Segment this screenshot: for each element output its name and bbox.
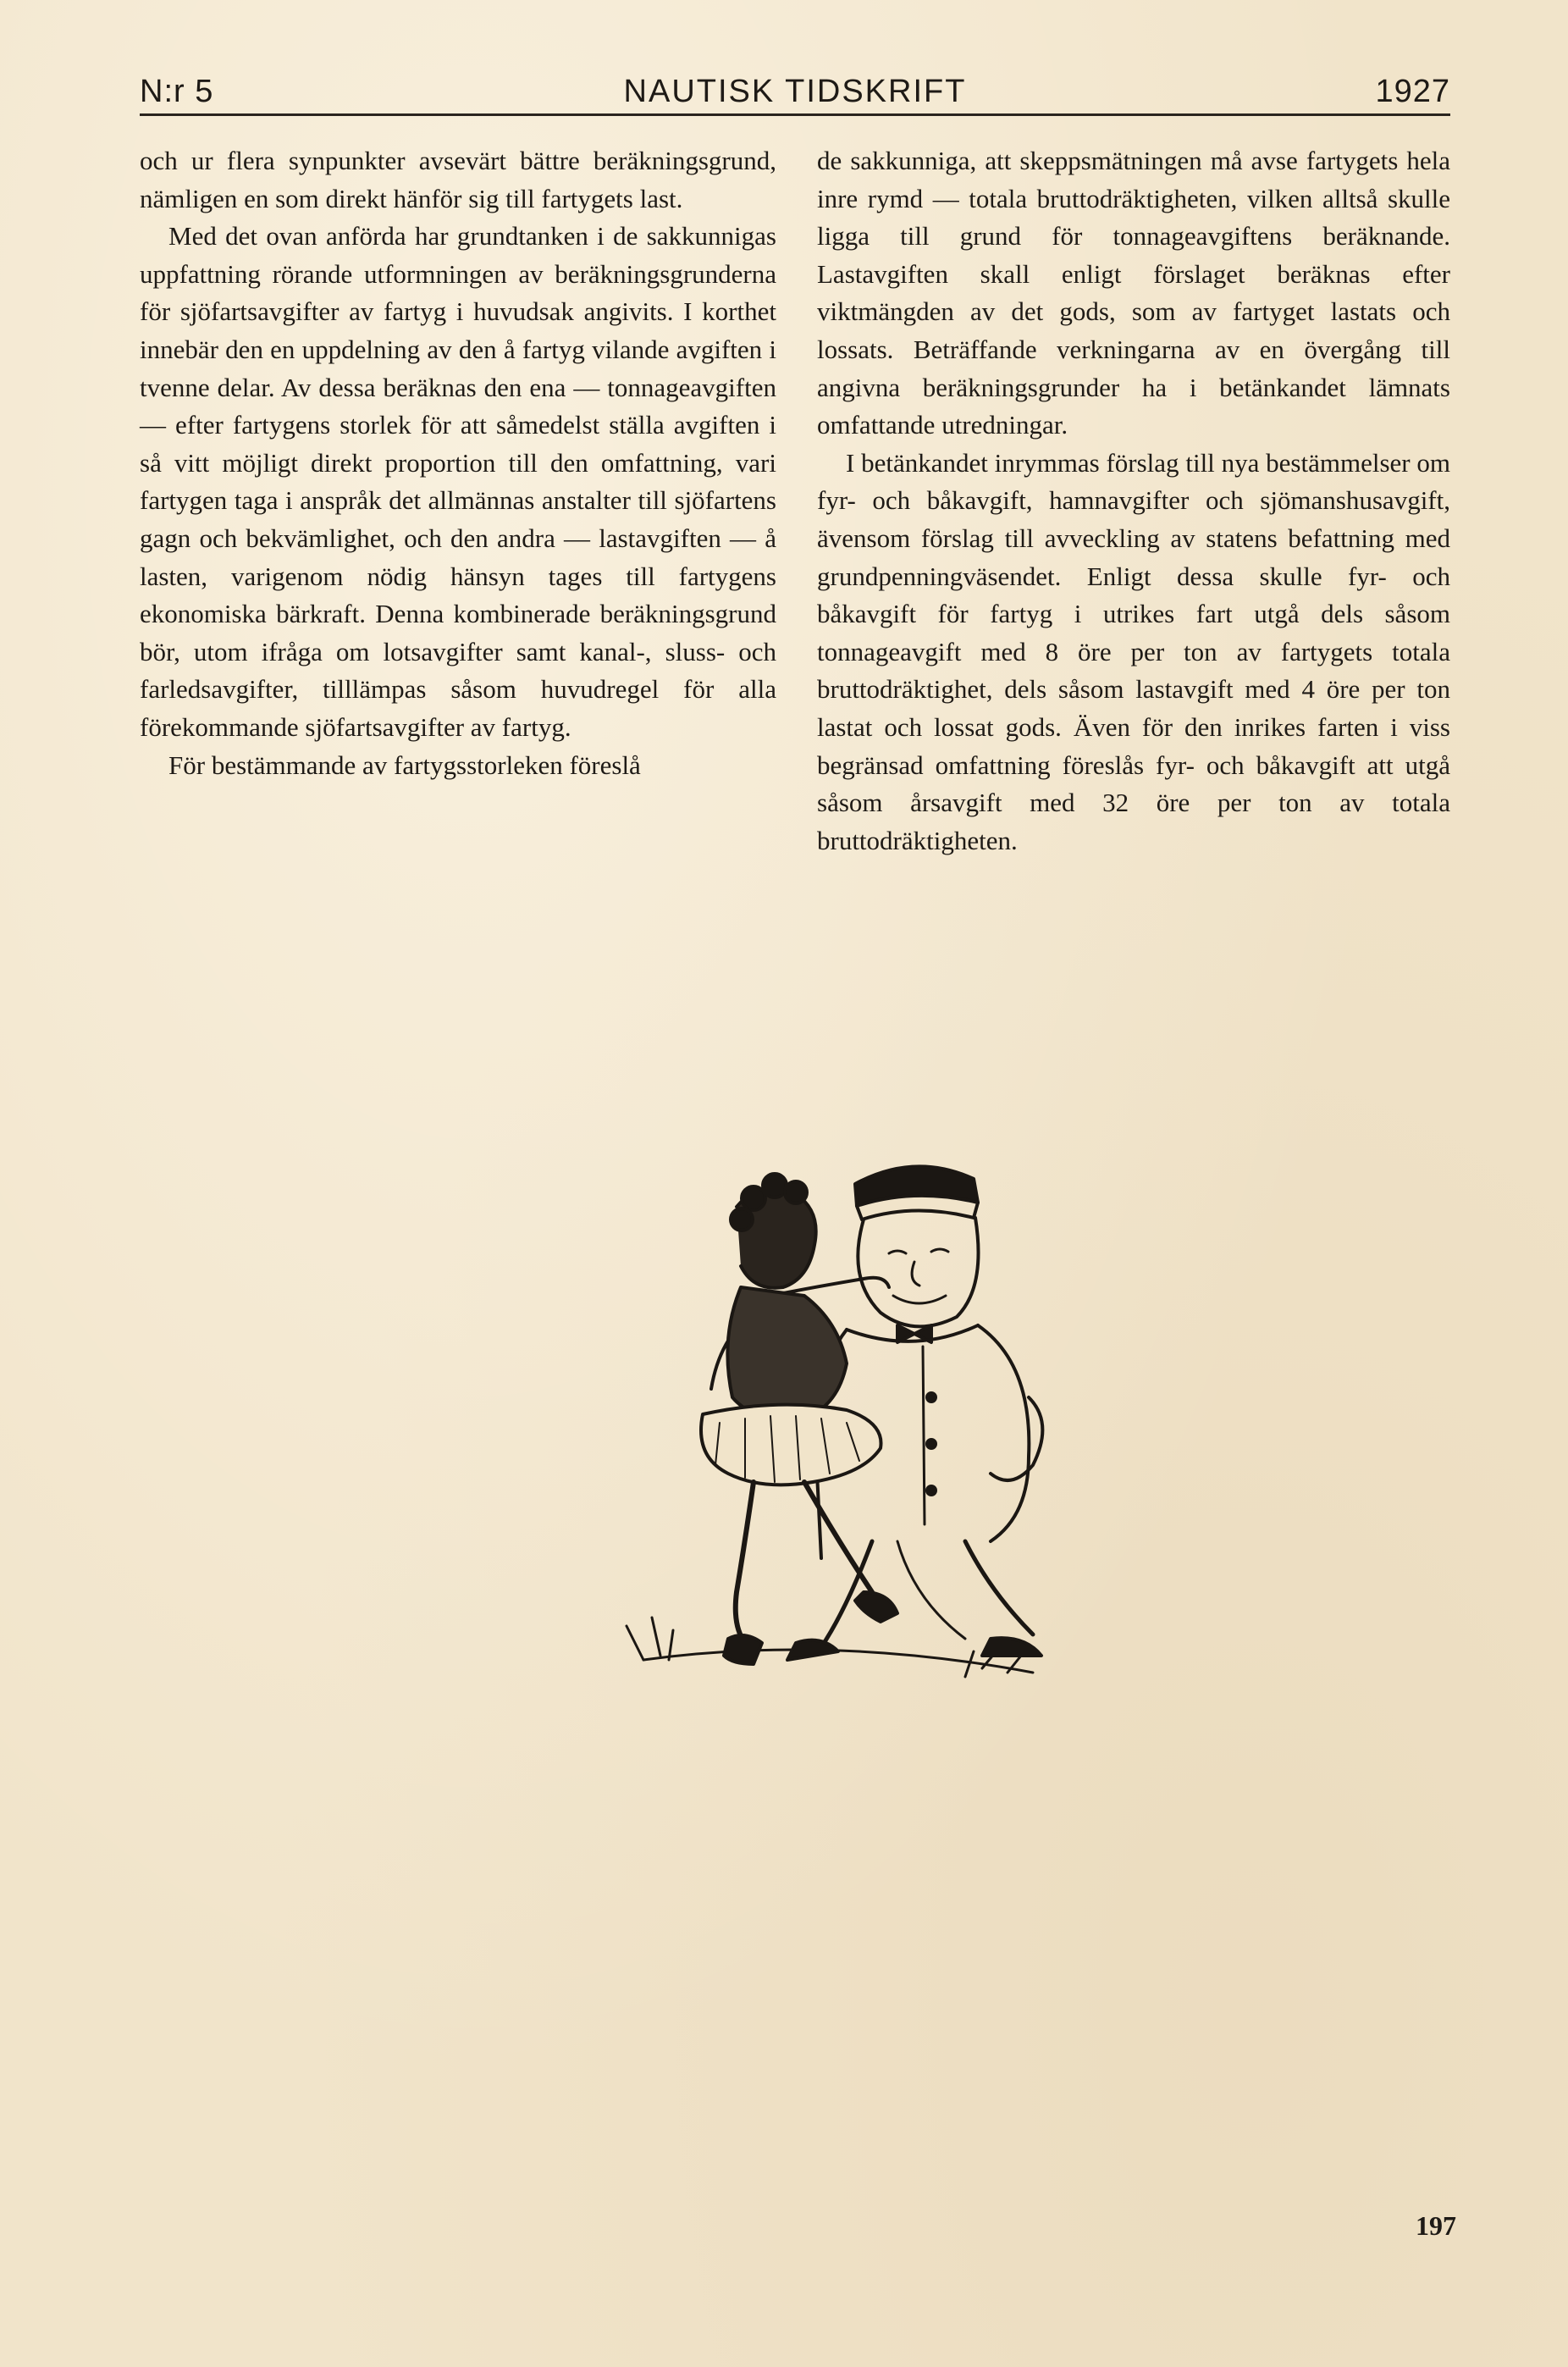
page-number: 197 xyxy=(1416,2210,1456,2241)
year: 1927 xyxy=(1375,74,1450,109)
journal-title: NAUTISK TIDSKRIFT xyxy=(623,74,967,109)
paragraph: de sakkunniga, att skeppsmätningen må avse fartygets hela inre rymd — totala bruttodräktigheten, vilken alltså skulle ligga till grund för tonnageavgiftens beräknande. Lastavgiften skall enligt förslaget beräknas efter viktmängden av det gods, som av fartyget lastats och lossats. Beträffande verkningarna av en övergång till angivna beräkningsgrunder ha i betänkandet lämnats omfattande utredningar. xyxy=(817,146,1450,440)
paragraph: För bestämmande av fartygsstorleken föreslå xyxy=(168,749,641,780)
paragraph: I betänkandet inrymmas förslag till nya bestämmelser om fyr- och båkavgift, hamnavgifter och sjömanshusavgift, ävensom förslag till avveckling av statens befattning med grundpenningväsendet. Enligt dessa skulle fyr- och båkavgift för fartyg i utrikes fart utgå dels såsom tonnageavgift med 8 öre per ton av fartygets totala bruttodräktighet, dels såsom lastavgift med 4 öre per ton lastat och lossat gods. Även för den inrikes farten i viss begränsad omfattning föreslås fyr- och båkavgift att utgå såsom årsavgift med 32 öre per ton av totala bruttodräktigheten. xyxy=(817,447,1450,855)
paragraph: och ur flera synpunkter avsevärt bättre beräkningsgrund, nämligen en som direkt hänför sig till fartygets last. xyxy=(140,146,776,213)
dancing-couple-icon xyxy=(593,1118,1067,1745)
right-column xyxy=(817,142,1450,860)
running-header xyxy=(140,66,1450,116)
dancing-couple-illustration xyxy=(593,1118,1067,1745)
issue-number: N:r 5 xyxy=(140,74,214,109)
left-column xyxy=(140,142,776,784)
paragraph: Med det ovan anförda har grundtanken i de sakkunnigas uppfattning rörande utformningen av beräkningsgrunderna för sjöfartsavgifter av fartyg i huvudsak angivits. I korthet innebär den en uppdelning av den å fartyg vilande avgiften i tvenne delar. Av dessa beräknas den ena — tonnageavgiften — efter fartygens storlek för att såmedelst ställa avgiften i så vitt möjligt direkt proportion till den omfattning, vari fartygen taga i anspråk det allmännas anstalter till sjöfartens gagn och bekvämlighet, och den andra — lastavgiften — å lasten, varigenom nödig hänsyn tages till fartygens ekonomiska bärkraft. Denna kombinerade beräkningsgrund bör, utom ifråga om lotsavgifter samt kanal-, sluss- och farledsavgifter, tilllämpas såsom huvudregel för alla förekommande sjöfartsavgifter av fartyg. xyxy=(140,221,776,742)
